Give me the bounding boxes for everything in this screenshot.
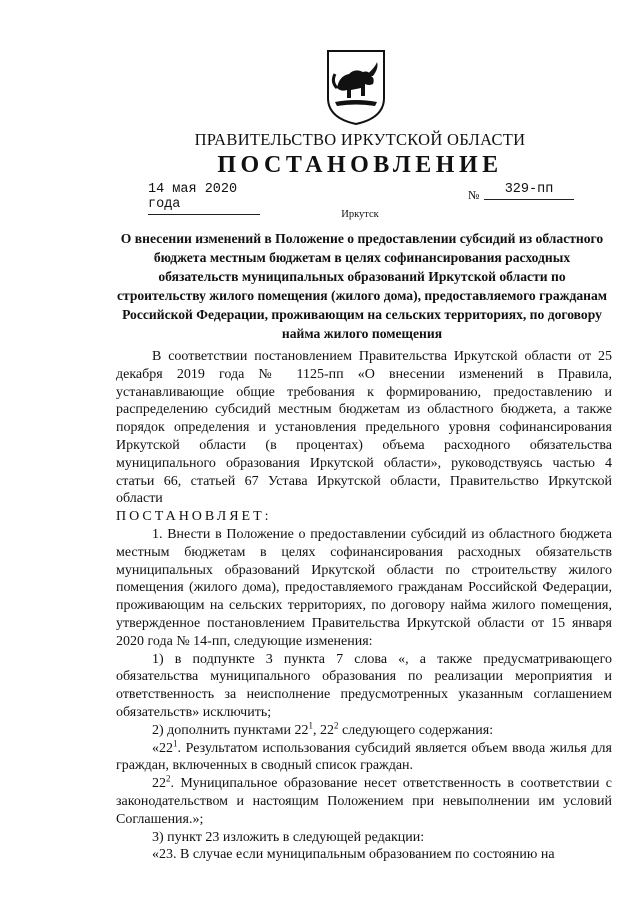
superscript: 1 [308, 720, 314, 731]
document-number: 329-пп [484, 182, 574, 200]
subitem-1-paragraph: 1) в подпункте 3 пункта 7 слова «, а также предусматривающего обязательства муниципального образования по реализации мероприятия и ответственность за неисполнение предусмотренных указанным соглашением обязательств» исключить; [116, 651, 612, 720]
superscript: 2 [166, 773, 171, 784]
city-name: Иркутск [341, 209, 379, 220]
preamble-paragraph: В соответствии постановлением Правительства Иркутской области от 25 декабря 2019 года № 1125-пп «О внесении изменений в Правила, устанавливающие общие требования к формированию, предоставлению и распределению субсидий местным бюджетам из областного бюджета, а также порядок определения и установления предельного уровня софинансирования Иркутской области (в процентах) объема расходного обязательства муниципального образования Иркутской области», руководствуясь частью 4 статьи 66, статьей 67 Устава Иркутской области, Правительство Иркутской области [116, 349, 612, 507]
superscript: 1 [173, 737, 178, 748]
document-date: 14 мая 2020 года [148, 182, 260, 215]
document-type: ПОСТАНОВЛЕНИЕ [217, 152, 503, 178]
organization-name: ПРАВИТЕЛЬСТВО ИРКУТСКОЙ ОБЛАСТИ [194, 130, 526, 149]
coat-of-arms-emblem [325, 48, 387, 126]
document-body [116, 348, 612, 864]
subitem-2-text-c: следующего содержания: [338, 722, 494, 738]
point-22-1-paragraph [116, 737, 612, 776]
subitem-2-text-a: 2) дополнить пунктами 22 [152, 722, 309, 738]
point-22-2-text: . Муниципальное образование несет ответственность в соответствии с законодательством и настоящим Положением при невыполнении им условий Соглашения.»; [116, 776, 612, 827]
subitem-3-paragraph: 3) пункт 23 изложить в следующей редакции: [152, 829, 425, 845]
document-title: О внесении изменений в Положение о предоставлении субсидий из областного бюджета местным бюджетам в целях софинансирования расходных обязательств муниципальных образований Иркутской области по строительству жилого помещения (жилого дома), предоставляемого гражданам Российской Федерации, проживающим на сельских территориях, по договору найма жилого помещения [116, 231, 608, 341]
subitem-2-paragraph [116, 722, 612, 740]
point-22-1-number: «22 [152, 740, 173, 756]
point-22-1-text: . Результатом использования субсидий является объем ввода жилья для граждан, включенных в сводный список граждан. [116, 740, 612, 774]
superscript: 2 [334, 720, 339, 731]
point-23-paragraph: «23. В случае если муниципальным образованием по состоянию на [152, 847, 555, 863]
point-22-2-paragraph [116, 775, 612, 828]
point-22-2-number: 22 [152, 776, 166, 792]
item-1-paragraph: 1. Внести в Положение о предоставлении субсидий из областного бюджета местным бюджетам в целях софинансирования расходных обязательств муниципальных образований Иркутской области по строительству жилого помещения (жилого дома), предоставляемого гражданам Российской Федерации, проживающим на сельских территориях, по договору найма жилого помещения, утвержденное постановлением Правительства Иркутской области от 15 января 2020 года № 14-пп, следующие изменения: [116, 526, 612, 649]
number-sign: № [468, 188, 480, 202]
subitem-2-text-b: , 22 [313, 722, 335, 738]
resolves-heading: ПОСТАНОВЛЯЕТ: [116, 509, 272, 525]
